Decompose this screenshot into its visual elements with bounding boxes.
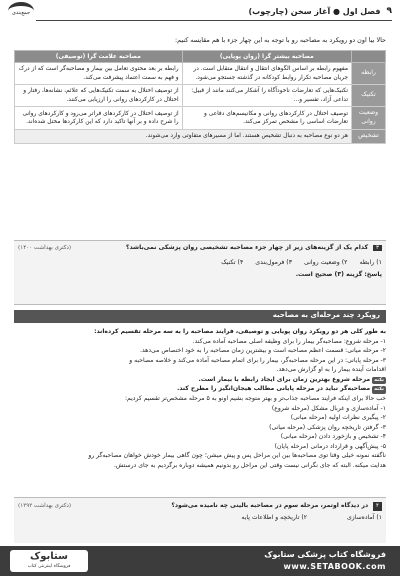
- table-row: [15, 63, 386, 85]
- note-text: مرحله شروع بهترین زمان برای ایجاد رابطه با بیمار است.: [198, 375, 371, 383]
- question-source: (دکتری بهداشت ۱۴۰۰): [18, 245, 72, 251]
- table-cell: هر دو نوع مصاحبه به دنبال تشخیص هستند. اما از مسیرهای متفاوتی وارد می‌شوند.: [15, 130, 352, 144]
- list-item: ۲- پیگیری نظرات اولیه (مرحله میانی): [290, 414, 386, 422]
- option[interactable]: ۱) آماده‌سازی: [347, 513, 382, 521]
- table-row: [15, 107, 386, 130]
- footer-logo-text: ستابوک: [30, 551, 68, 562]
- answer-text: پاسخ: گزینه (۳) صحیح است.: [295, 271, 382, 278]
- paragraph: خب حالا برای اینکه فرایند مصاحبه جذاب‌تر و بهتر متوجه بشیم اونو به ۵ مرحله مشخص‌تر تقسیم کردیم:: [124, 395, 386, 403]
- table-row: [15, 130, 386, 144]
- question-box-2: [14, 497, 386, 543]
- option[interactable]: ۴) تکنیک: [221, 259, 244, 266]
- footer-url[interactable]: www.SETABOOK.com: [283, 562, 386, 571]
- page-number: ۹: [386, 6, 392, 16]
- footer-logo-sub: فروشگاه اینترنتی کتاب: [27, 564, 71, 569]
- paragraph: هدایت میکنه. البته که جای نگرانی نیست وقتی این مراحل رو بدونیم همیشه دوباره برگردیم به جای درستش.: [113, 461, 386, 469]
- table-cell: از توصیف اختلال در کارکردهای فراتر می‌رود و کارکردهای روانی را شرح داده و بر آنها تاکید دارد که این کارکردها مختل شده‌اند.: [15, 107, 183, 130]
- paragraph: ۳- مرحله پایانی: در این مرحله مصاحبه‌گر، بیمار را برای اتمام مصاحبه آماده می‌کند و خلاصه مصاحبه و: [129, 356, 386, 364]
- paragraph: به طور کلی هر دو رویکرد روان پویایی و توصیفی، فرایند مصاحبه را به سه مرحله تقسیم کرده‌اند:: [94, 328, 386, 335]
- page-header: [0, 0, 400, 22]
- comparison-table: [14, 50, 386, 144]
- table-cell: رابطه بر بعد محتوی تعامل بین بیمار و مصاحبه‌گر است که از درک و فهم به سمت اعتماد پیشرفت می‌کند.: [15, 63, 183, 85]
- paragraph: اقدامات آینده بیمار را به او گزارش می‌دهد.: [276, 366, 386, 373]
- question-source: (دکتری بهداشت ۱۳۹۳): [18, 503, 72, 509]
- table-header: مصاحبه بیشتر گرا (روان پویایی): [182, 51, 351, 63]
- list-item: ۵- پیش‌آگهی و قرارداد درمانی (مرحله پایان): [274, 442, 386, 450]
- table-corner: [352, 51, 386, 63]
- body-text: [14, 327, 386, 470]
- table-cell: از توصیف اختلال به سمت تکنیک‌هایی که علائم، نشانه‌ها، رفتار و اختلال در کارکردهای روانی را ارزیابی می‌کنند.: [15, 85, 183, 107]
- paragraph: ۱- مرحله شروع: مصاحبه‌گر بیمار را برای وظیفه اصلی مصاحبه آماده می‌کند.: [192, 337, 386, 345]
- question-text: کدام یک از گزینه‌های زیر از چهار جزء مصاحبه تشخیصی روان پزشکی نمی‌باشد؟: [125, 244, 369, 251]
- option[interactable]: ۲) وضعیت روانی: [304, 259, 348, 266]
- header-divider: [36, 20, 392, 21]
- section-title: رویکرد چند مرحله‌ای به مصاحبه: [14, 310, 386, 323]
- footer-title: فروشگاه کتاب پزشکی ستابوک: [264, 550, 386, 559]
- publisher-logo: جمع‌بندی: [8, 2, 34, 20]
- question-number: ۳: [373, 245, 382, 251]
- row-header: تشخیص: [352, 130, 386, 144]
- note-text: مصاحبه‌گر نباید در مرحله پایانی مطالب هیجان‌انگیز را مطرح کند.: [176, 385, 371, 393]
- note-tag: نکته: [374, 386, 384, 393]
- chapter-title: فصل اول ● آغاز سخن (چارچوب): [248, 6, 381, 16]
- table-cell: تکنیک‌هایی که تعارضات ناخودآگاه را آشکار می‌کنند مانند از قبیل: تداعی آزاد، تفسیر و...: [182, 85, 351, 107]
- question-number: ۴: [373, 502, 382, 511]
- intro-text: حالا بیا اون دو رویکرد به مصاحبه رو با توجه به این چهار جزء با هم مقایسه کنیم:: [174, 36, 386, 44]
- paragraph: ناگفته نمونه خیلی وقتا توی مصاحبه‌ها بین این مراحل پس و پیش میشن؛ چون گاهی بیمار خودش خواهان مصاحبه‌گر رو: [88, 452, 386, 460]
- option[interactable]: ۲) تاریخچه و اطلاعات پایه: [241, 513, 307, 521]
- paragraph: ۲- مرحله میانی: قسمت اعظم مصاحبه است و بیشترین زمان مصاحبه را به خود اختصاص می‌دهد.: [139, 347, 386, 354]
- row-header: رابطه: [352, 63, 386, 85]
- table-cell: توصیف اختلال در کارکردهای روانی و مکانیسم‌های دفاعی و تعارضات اساسی را مشخص تمرکز می‌کند.: [182, 107, 351, 130]
- option[interactable]: ۱) رابطه: [359, 259, 382, 266]
- question-box-1: [14, 240, 386, 305]
- table-row: [15, 85, 386, 107]
- row-header: وضعیت روانی: [352, 107, 386, 130]
- row-header: تکنیک: [352, 85, 386, 107]
- list-item: ۱- آماده‌سازی و غربال مشکل (مرحله شروع): [271, 404, 386, 412]
- note-tag: نکته: [374, 376, 384, 383]
- footer-banner: [0, 546, 400, 576]
- footer-logo: [10, 550, 88, 572]
- table-cell: مفهوم رابطه بر اساس الگوهای انتقال و انتقال متقابل است. در جریان مصاحبه تکرار روابط کودکانه در گذشته جستجو می‌شود.: [182, 63, 351, 85]
- option[interactable]: ۳) فرمول‌بندی: [255, 259, 293, 266]
- list-item: ۳- گرفتن تاریخچه روان پزشکی (مرحله میانی): [269, 423, 386, 431]
- table-header: مصاحبه علامت گرا (توصیفی): [15, 51, 183, 63]
- question-options: [18, 259, 382, 266]
- list-item: ۴- تشخیص و بازخورد دادن (مرحله میانی): [280, 433, 386, 441]
- question-text: در دیدگاه اوتمر، مرحله سوم در مصاحبه بالینی چه نامیده می‌شود؟: [171, 502, 369, 509]
